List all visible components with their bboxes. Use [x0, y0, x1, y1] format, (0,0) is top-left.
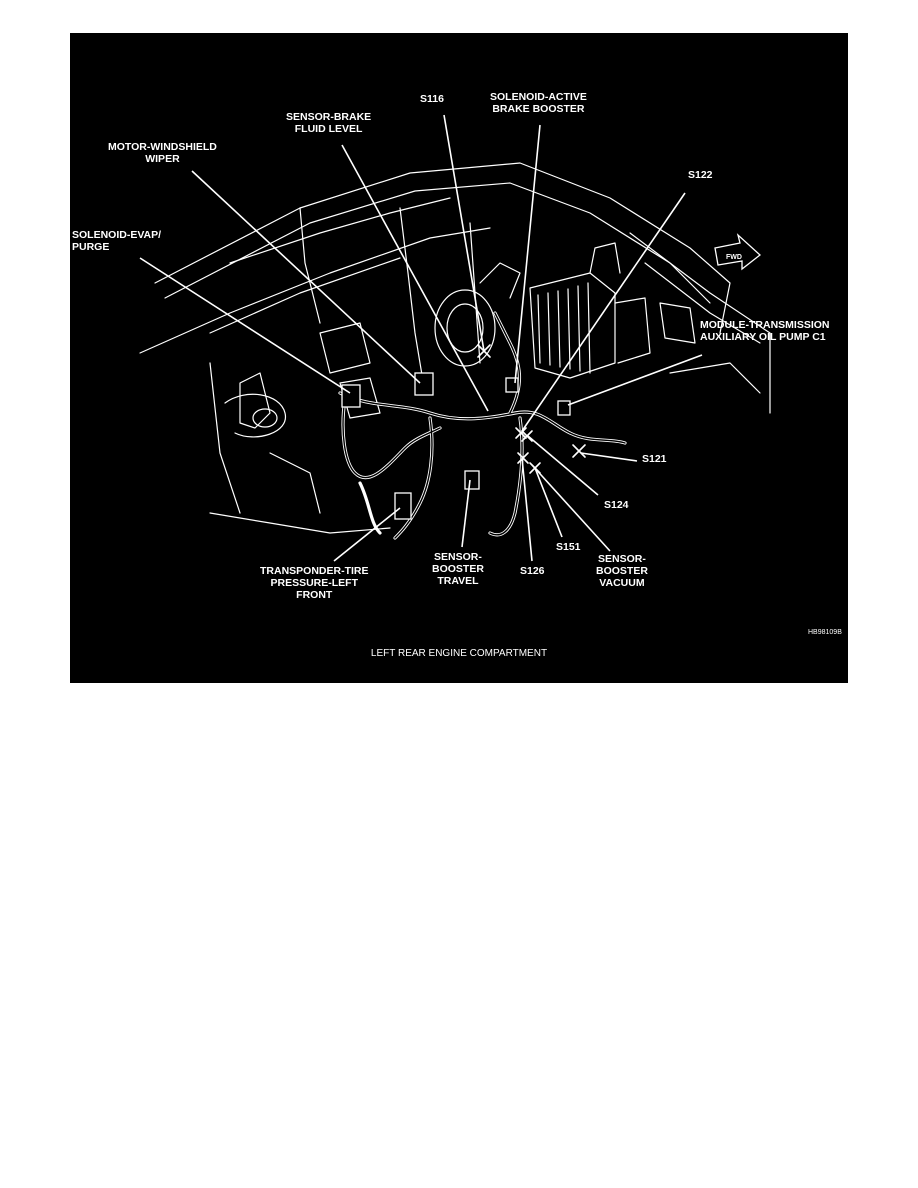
leader-booster-vacuum [532, 465, 610, 551]
firewall-left [210, 363, 240, 513]
fender-rail [140, 228, 490, 353]
diagram-panel [70, 33, 848, 683]
callout-s121: S121 [642, 453, 667, 465]
booster-travel-connector [465, 471, 479, 489]
callout-s124: S124 [604, 499, 629, 511]
leader-s122 [522, 193, 685, 431]
figure-caption: LEFT REAR ENGINE COMPARTMENT [370, 648, 548, 659]
callout-s116: S116 [420, 93, 444, 105]
evap-purge-connector [342, 385, 360, 407]
transmission-module [530, 273, 615, 378]
wiper-connector [415, 373, 433, 395]
tire-pressure-connector [395, 493, 411, 519]
leader-aux-oil-pump [568, 355, 702, 405]
leader-booster-travel [462, 480, 470, 547]
callout-transponder-tire-pressure: TRANSPONDER-TIRE PRESSURE-LEFT FRONT [260, 565, 369, 601]
figure-code: HB98109B [808, 629, 842, 636]
callout-sensor-brake-fluid-level: SENSOR-BRAKE FLUID LEVEL [286, 111, 372, 135]
callout-s126: S126 [520, 565, 545, 577]
callout-motor-windshield-wiper: MOTOR-WINDSHIELD WIPER [108, 141, 217, 165]
callout-sensor-booster-travel: SENSOR- BOOSTER TRAVEL [432, 551, 484, 587]
callout-module-transmission-aux-oil-pump: MODULE-TRANSMISSION AUXILIARY OIL PUMP C1 [700, 319, 830, 343]
leader-brake-fluid [342, 145, 488, 411]
svg-text:FWD: FWD [726, 254, 742, 261]
callout-solenoid-active-brake-booster: SOLENOID-ACTIVE BRAKE BOOSTER [490, 91, 587, 115]
active-booster-connector [506, 378, 518, 392]
splice-s121 [573, 445, 585, 457]
leader-evap-purge [140, 258, 350, 393]
callout-solenoid-evap-purge: SOLENOID-EVAP/ PURGE [72, 229, 162, 253]
brake-booster [435, 290, 495, 366]
leader-s121 [581, 453, 637, 461]
leader-s151 [535, 468, 562, 537]
leader-tire-pressure [334, 508, 400, 561]
callout-sensor-booster-vacuum: SENSOR- BOOSTER VACUUM [596, 553, 648, 589]
callout-s122: S122 [688, 169, 713, 181]
fwd-arrow-icon [715, 235, 760, 269]
leader-wiper [192, 171, 420, 383]
callout-s151: S151 [556, 541, 581, 553]
